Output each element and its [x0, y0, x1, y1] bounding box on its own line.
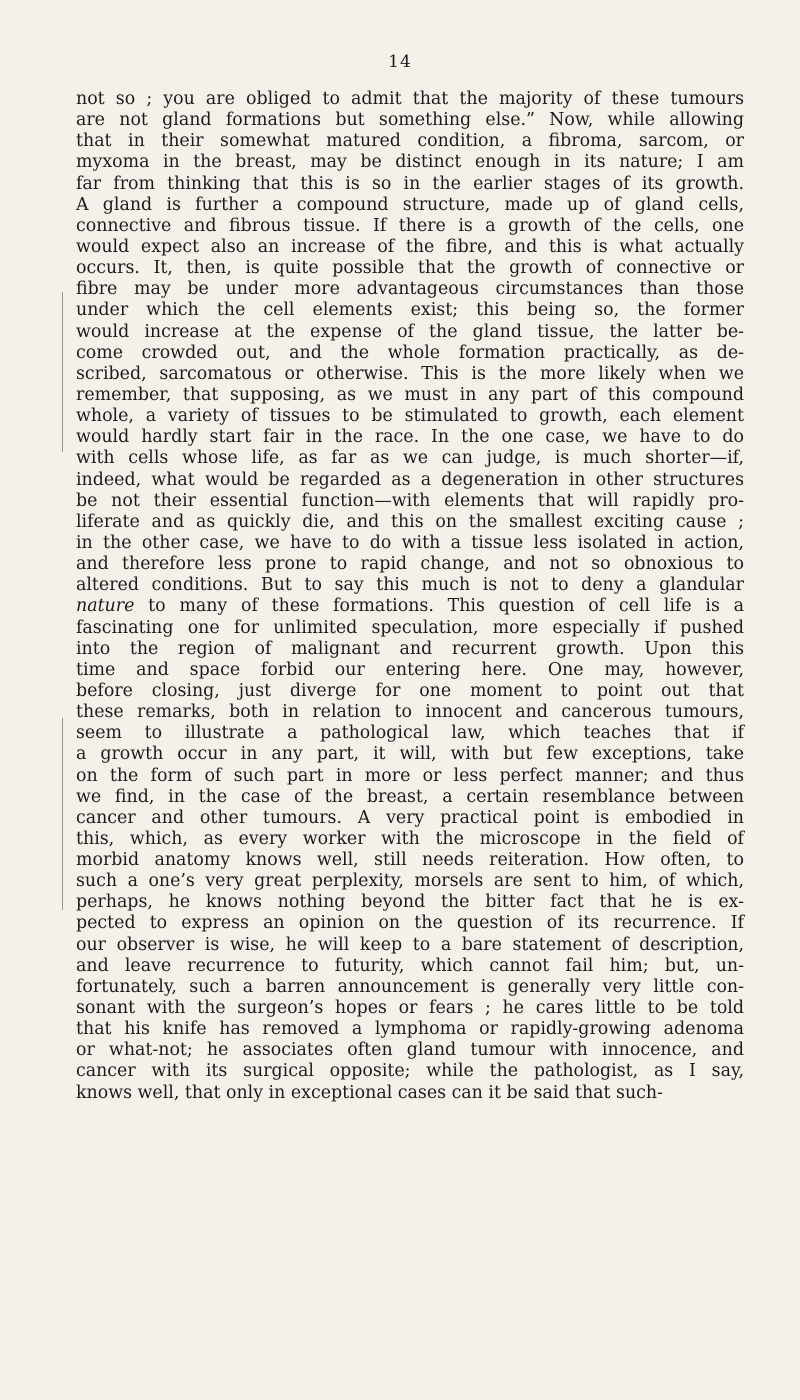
- text-line: connective and fibrous tissue. If there is a growth of the cells, one: [76, 215, 744, 236]
- text-line: cancer with its surgical opposite; while the pathologist, as I say,: [76, 1061, 744, 1082]
- text-line: under which the cell elements exist; this being so, the former: [76, 300, 744, 321]
- text-line: in the other case, we have to do with a tissue less isolated in action,: [76, 532, 744, 553]
- text-line: would hardly start fair in the race. In the one case, we have to do: [76, 427, 744, 448]
- text-line: morbid anatomy knows well, still needs reiteration. How often, to: [76, 850, 744, 871]
- text-line: and leave recurrence to futurity, which cannot fail him; but, un-: [76, 955, 744, 976]
- text-line: altered conditions. But to say this much is not to deny a glandular: [76, 575, 744, 596]
- text-line: perhaps, he knows nothing beyond the bitter fact that he is ex-: [76, 892, 744, 913]
- text-line: and therefore less prone to rapid change, and not so obnoxious to: [76, 554, 744, 575]
- text-line: knows well, that only in exceptional cases can it be said that such-: [76, 1082, 663, 1103]
- text-line: would expect also an increase of the fibre, and this is what actually: [76, 236, 744, 257]
- text-line: remember, that supposing, as we must in any part of this compound: [76, 384, 744, 405]
- text-line: pected to express an opinion on the question of its recurrence. If: [76, 913, 744, 934]
- text-line: fibre may be under more advantageous circumstances than those: [76, 279, 744, 300]
- text-line: scribed, sarcomatous or otherwise. This is the more likely when we: [76, 363, 744, 384]
- document-body: [76, 89, 744, 1104]
- text-line: seem to illustrate a pathological law, which teaches that if: [76, 723, 744, 744]
- text-line: liferate and as quickly die, and this on the smallest exciting cause ;: [76, 511, 744, 532]
- text-line: occurs. It, then, is quite possible that the growth of connective or: [76, 258, 744, 279]
- text-line: that in their somewhat matured condition, a fibroma, sarcom, or: [76, 131, 744, 152]
- margin-mark-upper: [62, 292, 63, 452]
- text-line: would increase at the expense of the gland tissue, the latter be-: [76, 321, 744, 342]
- text-line: into the region of malignant and recurrent growth. Upon this: [76, 638, 744, 659]
- text-line: such a one’s very great perplexity, morsels are sent to him, of which,: [76, 871, 744, 892]
- text-line: [76, 596, 744, 617]
- text-line: these remarks, both in relation to innocent and cancerous tumours,: [76, 702, 744, 723]
- text-line: whole, a variety of tissues to be stimulated to growth, each element: [76, 406, 744, 427]
- text-line: are not gland formations but something else.” Now, while allowing: [76, 110, 744, 131]
- text-line: with cells whose life, as far as we can judge, is much shorter—if,: [76, 448, 744, 469]
- text-line: that his knife has removed a lymphoma or rapidly-growing adenoma: [76, 1019, 744, 1040]
- text-line: our observer is wise, he will keep to a bare statement of description,: [76, 934, 744, 955]
- text-line: a growth occur in any part, it will, with but few exceptions, take: [76, 744, 744, 765]
- text-line: on the form of such part in more or less perfect manner; and thus: [76, 765, 744, 786]
- text-line: indeed, what would be regarded as a degeneration in other structures: [76, 469, 744, 490]
- page-number: 14: [388, 52, 412, 72]
- text-line: not so ; you are obliged to admit that the majority of these tumours: [76, 89, 744, 109]
- text-fragment: to many of these formations. This question of cell life is a: [134, 596, 744, 617]
- text-line: fascinating one for unlimited speculation, more especially if pushed: [76, 617, 744, 638]
- text-line: before closing, just diverge for one moment to point out that: [76, 680, 744, 701]
- italic-emphasis: nature: [76, 596, 135, 617]
- text-line: we find, in the case of the breast, a certain resemblance between: [76, 786, 744, 807]
- text-line: myxoma in the breast, may be distinct enough in its nature; I am: [76, 152, 744, 173]
- margin-mark-lower: [62, 718, 63, 910]
- text-line: fortunately, such a barren announcement is generally very little con-: [76, 976, 744, 997]
- text-line: A gland is further a compound structure, made up of gland cells,: [76, 194, 744, 215]
- text-line: or what-not; he associates often gland tumour with innocence, and: [76, 1040, 744, 1061]
- text-line: be not their essential function—with elements that will rapidly pro-: [76, 490, 744, 511]
- text-line: this, which, as every worker with the microscope in the field of: [76, 828, 744, 849]
- text-line: come crowded out, and the whole formation practically, as de-: [76, 342, 744, 363]
- text-line: time and space forbid our entering here. One may, however,: [76, 659, 744, 680]
- text-line: cancer and other tumours. A very practical point is embodied in: [76, 807, 744, 828]
- text-line: sonant with the surgeon’s hopes or fears ; he cares little to be told: [76, 998, 744, 1019]
- text-line: far from thinking that this is so in the earlier stages of its growth.: [76, 173, 744, 194]
